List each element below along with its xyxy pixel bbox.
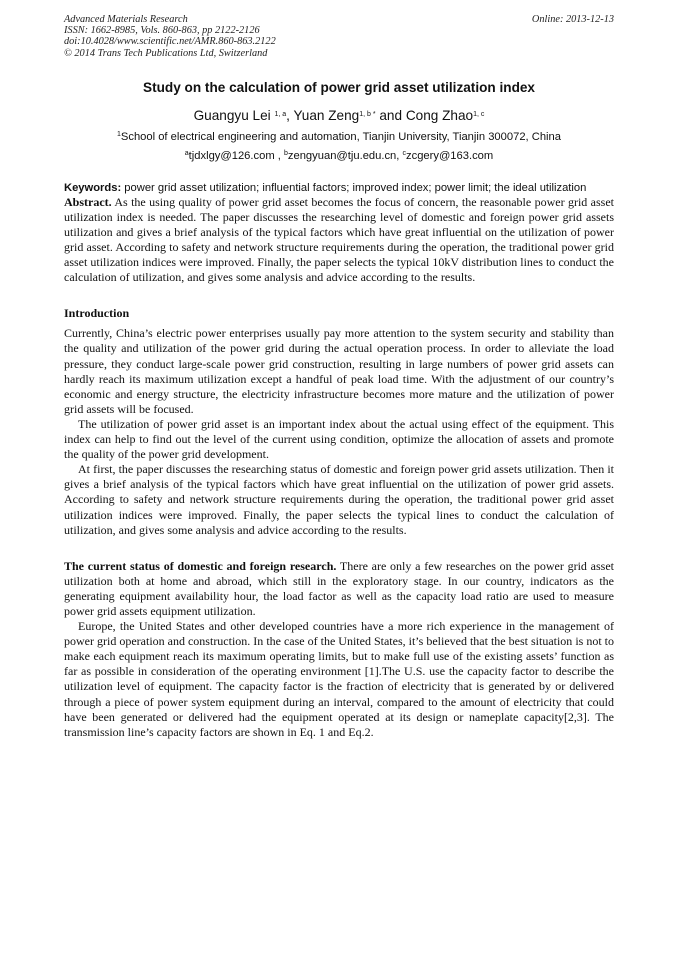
intro-paragraph: Currently, China’s electric power enterprises usually pay more attention to the system security and stability than the quality and utilization of the power grid during the actual operation process. In order to alleviate the load pressure, they conduct large-scale power grid construction, resulting in large numbers of power grid assets can hardly reach its maximum utilization except a handful of peak load time. With the adjustment of our country’s economic and energy structure, the electricity infrastructure becomes more mature and the utilization of power grid assets will be focused. [64,326,614,416]
email-list [64,150,614,162]
abstract-label: Abstract. [64,194,112,209]
doi-line: doi:10.4028/www.scientific.net/AMR.860-863.2122 [64,36,276,48]
journal-name: Advanced Materials Research [64,14,188,25]
status-paragraph [64,559,614,619]
email-sup: c [402,149,406,157]
author-affil-sup: 1, a [274,110,287,118]
keywords-text: power grid asset utilization; influential factors; improved index; power limit; the ideal utilization [121,181,587,194]
paper-title: Study on the calculation of power grid asset utilization index [143,79,535,95]
status-heading: The current status of domestic and foreign research. [64,558,337,573]
author-affil-sup: 1, c [473,110,485,118]
intro-paragraph: The utilization of power grid asset is an important index about the actual using effect of the equipment. This index can help to find out the level of the current using condition, optimize the allocation of assets and promote the quality of the power grid development. [64,416,614,462]
abstract [64,195,614,286]
email-sup: b [283,149,288,157]
email-address: zengyuan@tju.edu.cn [287,149,397,162]
author-separator: , [286,107,294,123]
author-list [64,108,614,123]
intro-paragraph: At first, the paper discusses the researching status of domestic and foreign power grid assets utilization. Then it gives a brief analysis of the typical factors which have great influential on the utilization of power grid assets. According to safety and network structure requirements during the operation, the traditional power grid asset utilization indices were improved. Finally, the paper selects the typical lines to conduct the calculation of utilization, and gives some analysis and advice according to the results. [64,462,614,537]
affiliation-sup: 1 [116,130,121,138]
paper-page [64,14,614,740]
section-heading-introduction: Introduction [64,306,130,321]
abstract-text: As the using quality of power grid asset becomes the focus of concern, the reasonable power grid asset utilization index is needed. The paper discusses the researching level of domestic and foreign power grid assets utilization and gives a brief analysis of the typical factors which have great influential on the utilization of power grid asset. According to safety and network structure requirements during the operation, the traditional power grid asset utilization indices were improved. Finally, the paper selects the typical 10kV distribution lines to conduct the calculation of utilization, and gives some analysis and advice according to the results. [64,194,614,285]
status-text: There are only a few researches on the power grid asset utilization both at home and abroad, which still in the exploratory stage. In our country, indicators as the generating equipment availability hour, the load factor as well as the capacity load ratio are used to measure power grid assets equipment utilization. [64,558,614,618]
online-date: Online: 2013-12-13 [531,14,614,25]
affiliation [64,131,614,143]
author-affil-sup: 1, b * [359,110,376,118]
author-name: Guangyu Lei [193,107,271,123]
email-separator: , [396,149,403,162]
email-address: zcgery@163.com [406,149,494,162]
status-paragraph: Europe, the United States and other developed countries have a more rich experience in the management of power grid operation and construction. In the case of the United States, it’s believed that the best situation is not to make each equipment reach its maximum operating limits, but to make full use of the existing assets’ function as far as possible in consideration of the operating environment [1].The U.S. use the capacity factor to describe the utilization level of equipment. The capacity factor is the fraction of electricity that is generated by or delivered through a piece of power system equipment during an interval, compared to the amount of electricity that could have been generated or delivered had the equipment operated at its design or nameplate capacity[2,3]. The transmission line’s capacity factors are shown in Eq. 1 and Eq.2. [64,619,614,739]
author-name: Cong Zhao [405,107,474,123]
copyright-line: © 2014 Trans Tech Publications Ltd, Switzerland [64,47,268,59]
email-separator: , [274,149,284,162]
keywords [64,182,614,195]
email-sup: a [184,149,189,157]
author-name: Yuan Zeng [293,107,360,123]
issn-line: ISSN: 1662-8985, Vols. 860-863, pp 2122-2126 [64,25,260,37]
keywords-label: Keywords: [64,181,122,194]
email-address: tjdxlgy@126.com [188,149,275,162]
author-separator: and [375,107,406,123]
journal-header [64,14,614,59]
affiliation-text: School of electrical engineering and automation, Tianjin University, Tianjin 300072, China [120,130,561,143]
